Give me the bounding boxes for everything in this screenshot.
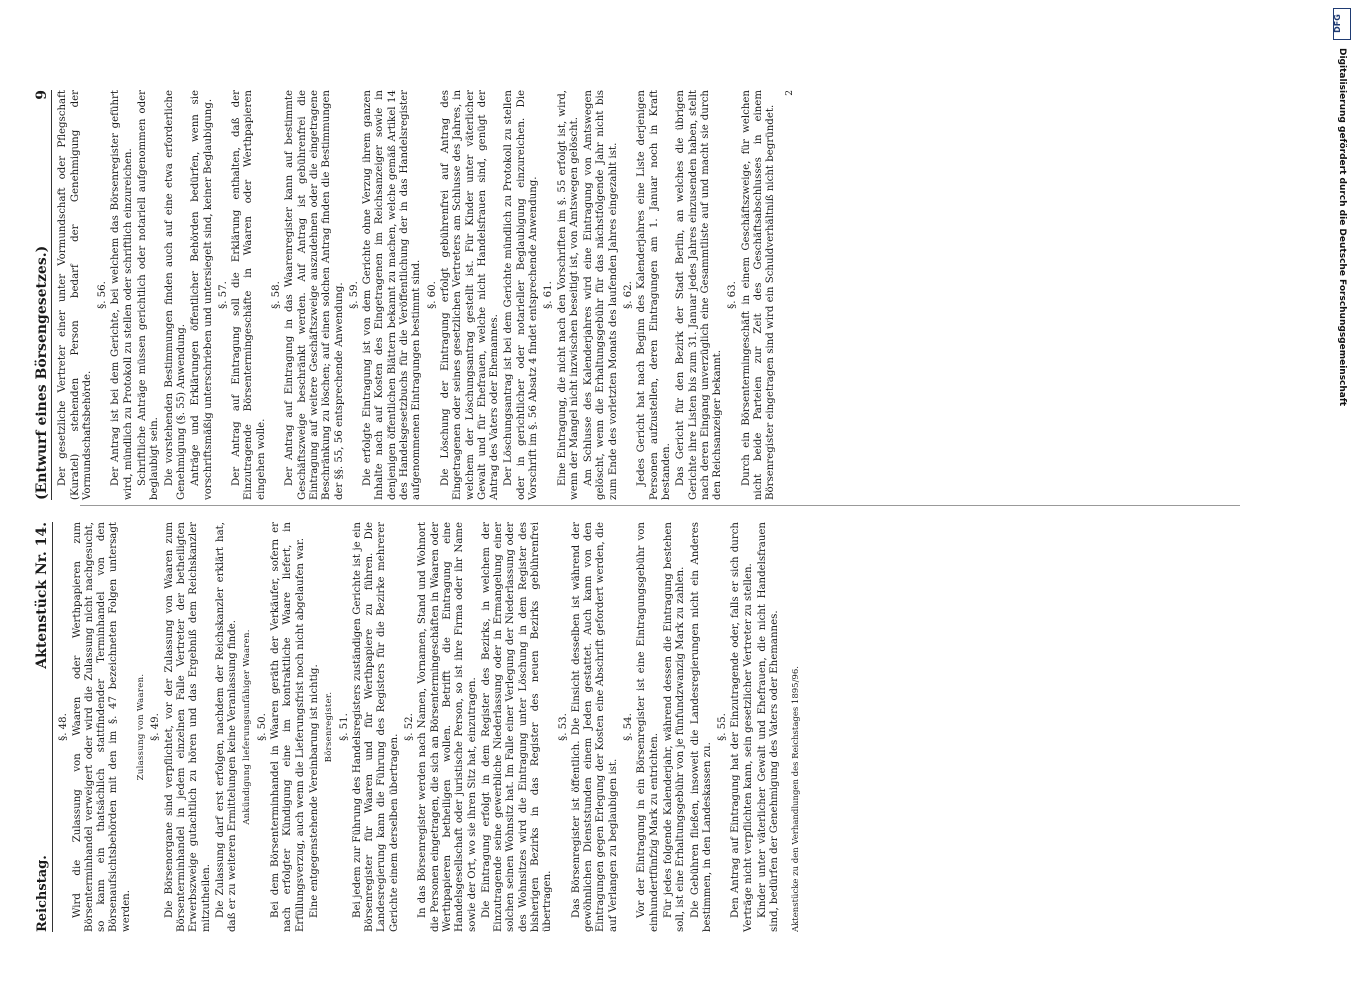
section-heading: §. 62. (623, 281, 635, 309)
paragraph: In das Börsenregister werden nach Namen, Vornamen, Stand und Wohnort die Personen eingetragen, die sich an Börsentermingeschäften in Waaren oder Werthpapieren betheiligen wollen. Betrifft die Eintragung eine Handelsgesellschaft oder juristische Person, so ist ihre Firma oder ihr Name sowie der Ort, wo sie ihren Sitz hat, einzutragen. (417, 522, 478, 932)
section-heading: §. 48. (58, 713, 70, 741)
paragraph: Bei dem Börsenterminhandel in Waaren geräth der Verkäufer, sofern er nach erfolgter Kündigung eine im kontraktliche Waare liefert, in Erfüllungsverzug, auch wenn die Lieferungsfrist noch nicht abgelaufen war. (270, 522, 306, 932)
paragraph: Die Börsenorgane sind verpflichtet, vor der Zulassung von Waaren zum Börsenterminhandel in jedem einzelnen Falle Vertreter der betheiligten Erwerbszweige gutachtlich zu hören und das Ergebniß dem Reichskanzler mitzutheilen. (163, 522, 212, 932)
signature-mark: 2 (784, 90, 795, 96)
paragraph: Wird die Zulassung von Waaren oder Werthpapieren zum Börsenterminhandel verweigert oder wird die Zulassung nicht nachgesucht, so kann ein thatsächlich stattfindender Terminhandel von den Börsenaufsichtsbehörden mit den im §. 47 bezeichneten Folgen untersagt werden. (71, 522, 132, 932)
right-column (36, 90, 1266, 500)
paragraph: Am Schlusse des Kalenderjahres wird eine Eintragung von Amtswegen gelöscht, wenn die Erhaltungsgebühr für das nächstfolgende Jahr nicht bis zum Ende des vorletzten Monats des laufenden Jahres eingezahlt ist. (583, 90, 619, 500)
paragraph: Die Eintragung erfolgt in dem Register des Bezirks, in welchem der Einzutragende seine gewerbliche Niederlassung oder in Ermangelung einer solchen seinen Wohnsitz hat. Im Falle einer Verlegung der Niederlassung oder des Wohnsitzes wird die Eintragung unter Löschung in dem Register des bisherigen Bezirks in das Register des neuen Bezirks gebührenfrei übertragen. (480, 522, 554, 932)
paragraph: Vor der Eintragung in ein Börsenregister ist eine Eintragungsgebühr von einhundertfünfzig Mark zu entrichten. (636, 522, 660, 932)
section-heading: §. 58. (271, 281, 283, 309)
section-heading: §. 59. (348, 281, 360, 309)
subheading: Ankündigung lieferungsunfähiger Waaren. (242, 629, 253, 825)
paragraph: Den Antrag auf Eintragung hat der Einzutragende oder, falls er sich durch Verträge nicht verpflichten kann, sein gesetzlicher Vertreter zu stellen. (730, 522, 754, 932)
header-aktenstueck: Aktenstück Nr. 14. (34, 522, 50, 669)
page-footer: Aktenstücke zu den Verhandlungen des Reichstages 1895/96. (790, 666, 801, 932)
subheading: Börsenregister. (324, 691, 335, 763)
section-heading: §. 61. (543, 281, 555, 309)
column-divider (80, 505, 1240, 506)
paragraph: Der Löschungsantrag ist bei dem Gerichte mündlich zu Protokoll zu stellen oder in gerichtlicher oder notarieller Beglaubigung einzureichen. Die Vorschrift im §. 56 Absatz 4 findet entsprechende Anwendung. (503, 90, 539, 500)
paragraph: Die Löschung der Eintragung erfolgt gebührenfrei auf Antrag des Eingetragenen oder seines gesetzlichen Vertreters am Schlusse des Jahres, in welchem der Löschungsantrag gestellt ist. Für Kinder unter väterlicher Gewalt und für Ehefrauen, welche nicht Handelsfrauen sind, genügt der Antrag des Vaters oder Ehemannes. (439, 90, 501, 500)
paragraph: Das Börsenregister ist öffentlich. Die Einsicht desselben ist während der gewöhnlichen Dienststunden einem Jeden gestattet. Auch kann von den Eintragungen gegen Erlegung der Kosten eine Abschrift gefordert werden, die auf Verlangen zu beglaubigen ist. (570, 522, 619, 932)
paragraph: Kinder unter väterlicher Gewalt und Ehefrauen, die nicht Handelsfrauen sind, bedürfen der Genehmigung des Vaters oder Ehemannes. (757, 522, 781, 932)
scanned-page (30, 70, 1285, 940)
rotated-page-content (30, 70, 1285, 940)
paragraph: Das Gericht für den Bezirk der Stadt Berlin, an welches die übrigen Gerichte ihre Listen bis zum 31. Januar jedes Jahres einzusenden haben, stellt nach deren Eingang unverzüglich eine Gesammtliste auf und macht sie durch den Reichsanzeiger bekannt. (675, 90, 724, 500)
section-heading: §. 50. (256, 713, 268, 741)
section-heading: §. 52. (404, 713, 416, 741)
paragraph: Die Gebühren fließen, insoweit die Landesregierungen nicht ein Anderes bestimmen, in den Landeskassen zu. (689, 522, 713, 932)
paragraph: Der Antrag auf Eintragung in das Waarenregister kann auf bestimmte Geschäftszweige beschränkt werden. Auf Antrag ist gebührenfrei die Eintragung auf weitere Geschäftszweige auszudehnen oder die eingetragene Beschränkung zu löschen; auf einen solchen Antrag finden die Bestimmungen der §§. 55, 56 entsprechende Anwendung. (284, 90, 345, 500)
section-heading: §. 56. (97, 281, 109, 309)
left-page-header (36, 522, 53, 932)
paragraph: Eine Eintragung, die nicht nach den Vorschriften im §. 55 erfolgt ist, wird, wenn der Mangel nicht inzwischen beseitigt ist, von Amtswegen gelöscht. (556, 90, 580, 500)
paragraph: Bei jedem zur Führung des Handelsregisters zuständigen Gerichte ist je ein Börsenregister für Waaren und für Werthpapiere zu führen. Die Landesregierung kann die Führung des Registers für die Bezirke mehrerer Gerichte einem derselben übertragen. (351, 522, 400, 932)
paragraph: Eine entgegenstehende Vereinbarung ist nichtig. (308, 664, 320, 918)
section-heading: §. 49. (150, 713, 162, 741)
section-heading: §. 63. (727, 281, 739, 309)
section-heading: §. 55. (717, 713, 729, 741)
right-page-header (36, 90, 52, 500)
page-number: 9 (34, 90, 50, 100)
section-heading: §. 57. (217, 281, 229, 309)
header-reichstag: Reichstag. (35, 855, 50, 932)
paragraph: Der Antrag ist bei dem Gerichte, bei welchem das Börsenregister geführt wird, mündlich zu Protokoll zu stellen oder schriftlich einzureichen. (110, 90, 134, 500)
paragraph: Anträge und Erklärungen öffentlicher Behörden bedürfen, wenn sie vorschriftsmäßig unterschrieben und untersiegelt sind, keiner Beglaubigung. (190, 90, 214, 500)
funding-notice-text: Digitalisierung gefördert durch die Deutsche Forschungsgemeinschaft (1337, 48, 1347, 407)
dfg-logo-text: DFG (1332, 14, 1342, 33)
funding-notice (1335, 48, 1349, 588)
left-column (36, 522, 1266, 932)
paragraph: Durch ein Börsentermingeschäft in einem Geschäftszweige, für welchen nicht beide Parteien zur Zeit des Geschäftsabschlusses in einem Börsenregister eingetragen sind wird ein Schuldverhältniß nicht begründet. (740, 90, 777, 500)
section-heading: §. 53. (557, 713, 569, 741)
paragraph: Die erfolgte Eintragung ist von dem Gerichte ohne Verzug ihrem ganzen Inhalte nach auf Kosten des Eingetragenen im Reichsanzeiger sowie in denjenigen öffentlichen Blättern bekannt zu machen, welche gemäß Artikel 14 des Handelsgesetzbuchs für die Veröffentlichung der in das Handelsregister aufgenommenen Eintragungen bestimmt sind. (362, 90, 423, 500)
subheading: Zulassung von Waaren. (136, 673, 147, 781)
dfg-logo (1333, 8, 1351, 40)
section-heading: §. 60. (426, 281, 438, 309)
section-heading: §. 51. (338, 713, 350, 741)
digitization-sidebar (1333, 8, 1351, 993)
paragraph: Die vorstehenden Bestimmungen finden auch auf eine etwa erforderliche Genehmigung (§. 55) Anwendung. (163, 90, 187, 500)
paragraph: Für jedes folgende Kalenderjahr, während dessen die Eintragung bestehen soll, ist eine Erhaltungsgebühr von je fünfundzwanzig Mark zu zahlen. (662, 522, 687, 932)
section-heading: §. 54. (623, 713, 635, 741)
paragraph: Die Zulassung darf erst erfolgen, nachdem der Reichskanzler erklärt hat, daß er zu weiteren Ermittelungen keine Veranlassung finde. (214, 522, 239, 932)
paragraph: Der gesetzliche Vertreter einer unter Vormundschaft oder Pflegschaft (Kuratel) stehenden Person bedarf der Genehmigung der Vormundschaftsbehörde. (57, 90, 93, 500)
paragraph: Der Antrag auf Eintragung soll die Erklärung enthalten, daß der Einzutragende Börsentermingeschäfte in Waaren oder Werthpapieren eingehen wolle. (231, 90, 267, 500)
paragraph: Jedes Gericht hat nach Beginn des Kalenderjahres eine Liste derjenigen Personen aufzustellen, deren Eintragungen am 1. Januar noch in Kraft bestanden. (636, 90, 672, 500)
paragraph: Schriftliche Anträge müssen gerichtlich oder notariell aufgenommen oder beglaubigt sein. (137, 90, 161, 500)
header-title: (Entwurf eines Börsengesetzes.) (34, 245, 50, 500)
